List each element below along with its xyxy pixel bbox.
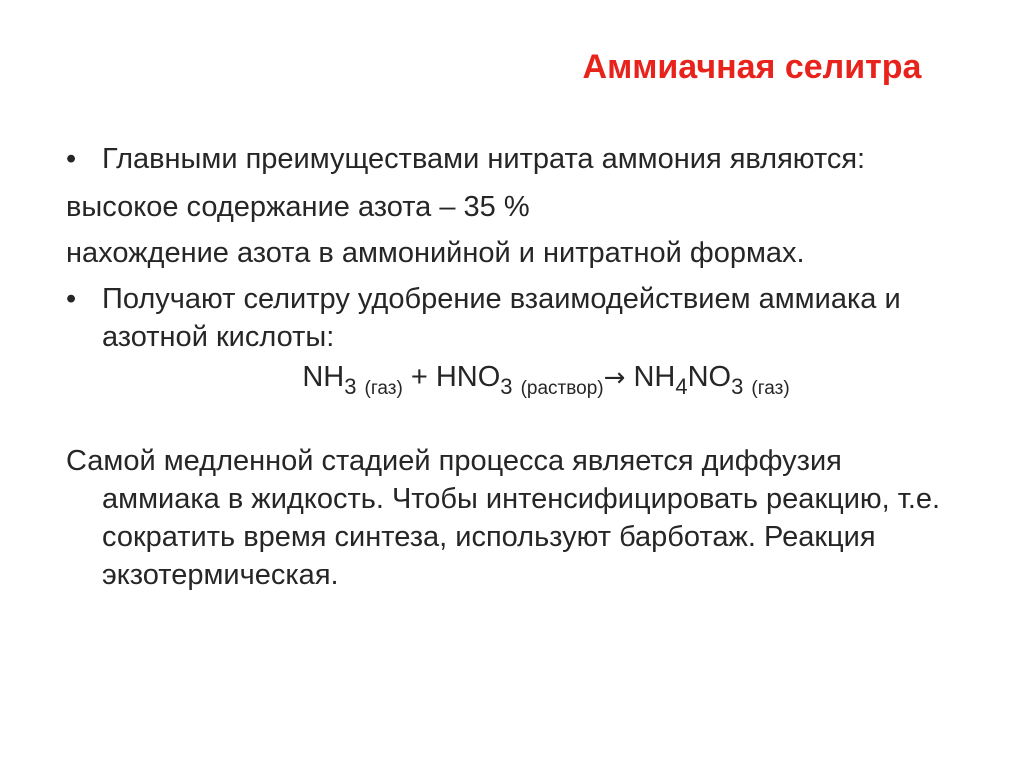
- process-paragraph: [66, 442, 966, 594]
- bullet-advantages: [66, 140, 966, 178]
- eq-nh4: NH: [633, 361, 676, 393]
- eq-nh3: NH: [302, 361, 345, 393]
- eq-sub-3c: 3: [731, 374, 744, 399]
- eq-cond-solution: (раствор): [520, 378, 604, 399]
- eq-cond-gas-1: (газ): [364, 378, 403, 399]
- bullet-dot: •: [66, 143, 77, 175]
- slide-title: Аммиачная селитра: [582, 48, 922, 86]
- bullet-advantages-text: Главными преимуществами нитрата аммония являются:: [102, 143, 866, 175]
- line-nitrogen-forms: [66, 234, 966, 272]
- reaction-arrow-icon: →: [603, 363, 626, 393]
- bullet-production: [66, 280, 966, 356]
- eq-no3: NO: [687, 361, 732, 393]
- eq-cond-gas-2: (газ): [751, 378, 790, 399]
- reaction-equation: [66, 358, 966, 408]
- bullet-production-text: Получают селитру удобрение взаимодействием аммиака и азотной кислоты:: [102, 283, 901, 353]
- eq-sub-4: 4: [675, 374, 688, 399]
- eq-sub-3a: 3: [344, 374, 357, 399]
- bullet-dot: •: [66, 283, 77, 315]
- line-nitrogen-forms-text: нахождение азота в аммонийной и нитратной формах.: [66, 237, 805, 269]
- eq-plus-hno3: + HNO: [410, 361, 501, 393]
- process-paragraph-text: Самой медленной стадией процесса является диффузия аммиака в жидкость. Чтобы интенсифицировать реакцию, т.е. сократить время синтеза, используют барботаж. Реакция экзотермическая.: [66, 445, 941, 591]
- eq-sub-3b: 3: [500, 374, 513, 399]
- slide-content: [66, 140, 966, 594]
- line-nitrogen-content-text: высокое содержание азота – 35 %: [66, 191, 530, 223]
- line-nitrogen-content: [66, 188, 966, 226]
